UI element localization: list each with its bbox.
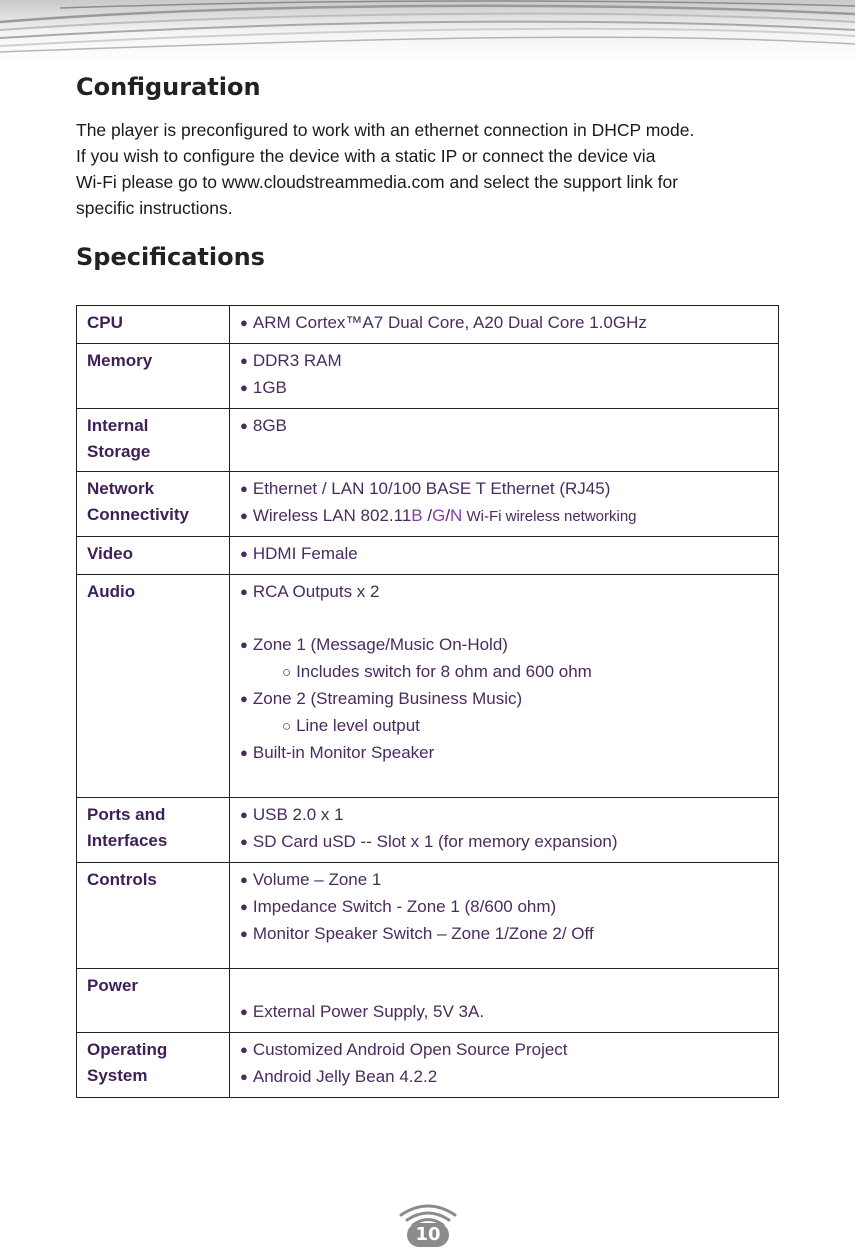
spec-item: ● RCA Outputs x 2 [240, 579, 770, 606]
spec-row-video [77, 537, 779, 575]
wireless-n: N [450, 506, 463, 525]
spec-row-ports [77, 798, 779, 863]
configuration-line: The player is preconfigured to work with an ethernet connection in DHCP mode. [76, 120, 695, 140]
spec-item: ● External Power Supply, 5V 3A. [240, 999, 770, 1026]
spec-row-memory [77, 344, 779, 409]
spec-label [77, 409, 230, 472]
spec-label: Power [77, 969, 230, 1033]
spec-subitem: ○ Line level output [240, 713, 770, 740]
spec-label-line: Ports and [87, 805, 166, 824]
spec-item: ● Monitor Speaker Switch – Zone 1/Zone 2/ Off [240, 921, 770, 948]
spec-label: Video [77, 537, 230, 575]
spec-item: ● ARM Cortex™A7 Dual Core, A20 Dual Core 1.0GHz [240, 310, 770, 337]
wireless-suffix: Wi-Fi wireless networking [462, 508, 637, 525]
spec-row-os [77, 1033, 779, 1098]
spec-item: ● Built-in Monitor Speaker [240, 740, 770, 767]
spec-value [230, 537, 779, 575]
configuration-paragraph [76, 117, 796, 221]
spec-item: ● Customized Android Open Source Project [240, 1037, 770, 1064]
spec-label: Controls [77, 863, 230, 969]
spec-label: Memory [77, 344, 230, 409]
spacer [240, 973, 770, 999]
spec-item-wireless [240, 503, 770, 530]
spec-item: ● Volume – Zone 1 [240, 867, 770, 894]
spec-item: ● SD Card uSD -- Slot x 1 (for memory expansion) [240, 829, 770, 856]
spacer [240, 606, 770, 632]
configuration-line: Wi-Fi please go to www.cloudstreammedia.com and select the support link for [76, 172, 679, 192]
spec-label-line: Network [87, 479, 155, 498]
spec-row-audio [77, 575, 779, 798]
specifications-table [76, 305, 779, 1098]
header-swoosh-band [0, 0, 855, 64]
spec-value [230, 798, 779, 863]
wireless-sep: / [422, 506, 433, 525]
configuration-line: If you wish to configure the device with a static IP or connect the device via [76, 146, 656, 166]
spec-subitem: ○ Includes switch for 8 ohm and 600 ohm [240, 659, 770, 686]
spec-value [230, 409, 779, 472]
spec-item: ● Android Jelly Bean 4.2.2 [240, 1064, 770, 1091]
spec-label: Audio [77, 575, 230, 798]
spec-label-line: Connectivity [87, 505, 190, 524]
spec-item: ● HDMI Female [240, 541, 770, 568]
spec-label-line: Internal [87, 416, 149, 435]
specifications-heading: Specifications [76, 243, 265, 271]
spec-label [77, 1033, 230, 1098]
configuration-heading: Configuration [76, 73, 261, 101]
spec-value [230, 969, 779, 1033]
spec-row-network [77, 472, 779, 537]
spec-value [230, 344, 779, 409]
spec-row-storage [77, 409, 779, 472]
wireless-g: G [432, 506, 446, 525]
spec-value [230, 863, 779, 969]
spec-row-controls [77, 863, 779, 969]
wireless-b: B [411, 506, 423, 525]
spec-item: ● Zone 2 (Streaming Business Music) [240, 686, 770, 713]
spec-value [230, 306, 779, 344]
spec-value [230, 472, 779, 537]
spec-value [230, 1033, 779, 1098]
wireless-prefix: Wireless LAN 802.11 [252, 506, 412, 525]
wireless-sep: / [445, 506, 451, 525]
spec-label-line: System [87, 1066, 148, 1085]
spec-label [77, 798, 230, 863]
spec-label: CPU [77, 306, 230, 344]
spec-label-line: Storage [87, 442, 151, 461]
spec-item: ● 8GB [240, 413, 770, 440]
spec-item: ● DDR3 RAM [240, 348, 770, 375]
configuration-line: specific instructions. [76, 198, 233, 218]
page-number-badge [395, 1197, 461, 1253]
spec-label-line: Operating [87, 1040, 168, 1059]
spec-item: ● USB 2.0 x 1 [240, 802, 770, 829]
spec-row-power [77, 969, 779, 1033]
spec-row-cpu [77, 306, 779, 344]
spec-label [77, 472, 230, 537]
spec-item: ● 1GB [240, 375, 770, 402]
spec-label-line: Interfaces [87, 831, 168, 850]
spec-item: ● Ethernet / LAN 10/100 BASE T Ethernet (RJ45) [240, 476, 770, 503]
page-number: 10 [407, 1223, 449, 1247]
spec-value [230, 575, 779, 798]
spec-item: ● Zone 1 (Message/Music On-Hold) [240, 632, 770, 659]
spec-item: ● Impedance Switch - Zone 1 (8/600 ohm) [240, 894, 770, 921]
